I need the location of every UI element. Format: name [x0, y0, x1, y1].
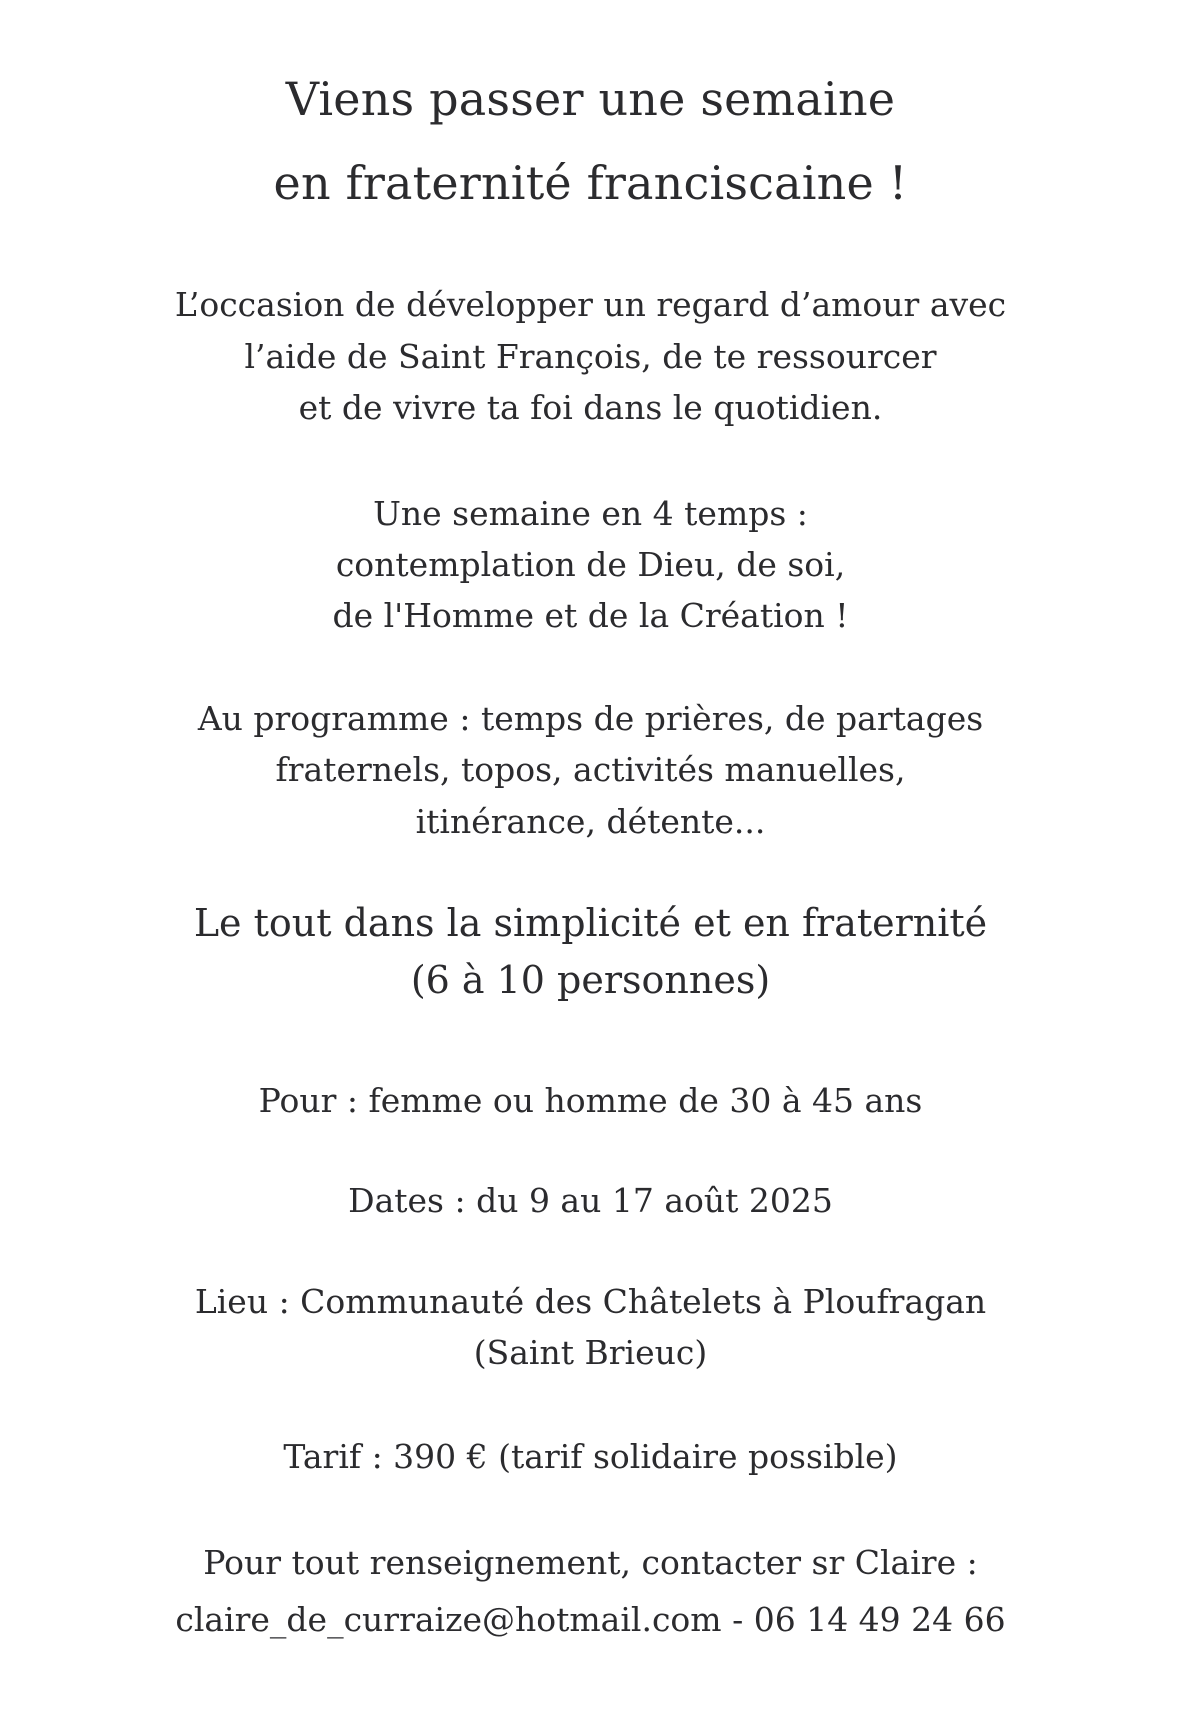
intro-line-2: l’aide de Saint François, de te ressourcer [244, 337, 937, 376]
programme-line-1: Au programme : temps de prières, de partages [197, 699, 984, 738]
contact-line-1: Pour tout renseignement, contacter sr Claire : [203, 1543, 978, 1582]
dates-text: Dates : du 9 au 17 août 2025 [348, 1181, 833, 1220]
simplicite-line-2: (6 à 10 personnes) [410, 958, 771, 1002]
intro-line-3: et de vivre ta foi dans le quotidien. [298, 388, 883, 427]
title-line-1: Viens passer une semaine [285, 72, 896, 126]
contact-email-phone[interactable]: claire_de_curraize@hotmail.com - 06 14 49 24 66 [175, 1600, 1006, 1639]
lieu-line-2: (Saint Brieuc) [473, 1333, 708, 1372]
temps-line-3: de l'Homme et de la Création ! [332, 596, 849, 635]
temps-line-1: Une semaine en 4 temps : [373, 494, 808, 533]
title-line-2: en fraternité franciscaine ! [273, 156, 908, 210]
programme-line-2: fraternels, topos, activités manuelles, [275, 750, 906, 789]
programme-line-3: itinérance, détente... [415, 802, 766, 841]
tarif-text: Tarif : 390 € (tarif solidaire possible) [283, 1437, 898, 1476]
lieu-line-1: Lieu : Communauté des Châtelets à Ploufragan [194, 1282, 987, 1321]
temps-line-2: contemplation de Dieu, de soi, [335, 545, 846, 584]
intro-line-1: L’occasion de développer un regard d’amour avec [174, 285, 1007, 324]
simplicite-line-1: Le tout dans la simplicité et en fraternité [193, 901, 988, 945]
pour-text: Pour : femme ou homme de 30 à 45 ans [258, 1081, 923, 1120]
